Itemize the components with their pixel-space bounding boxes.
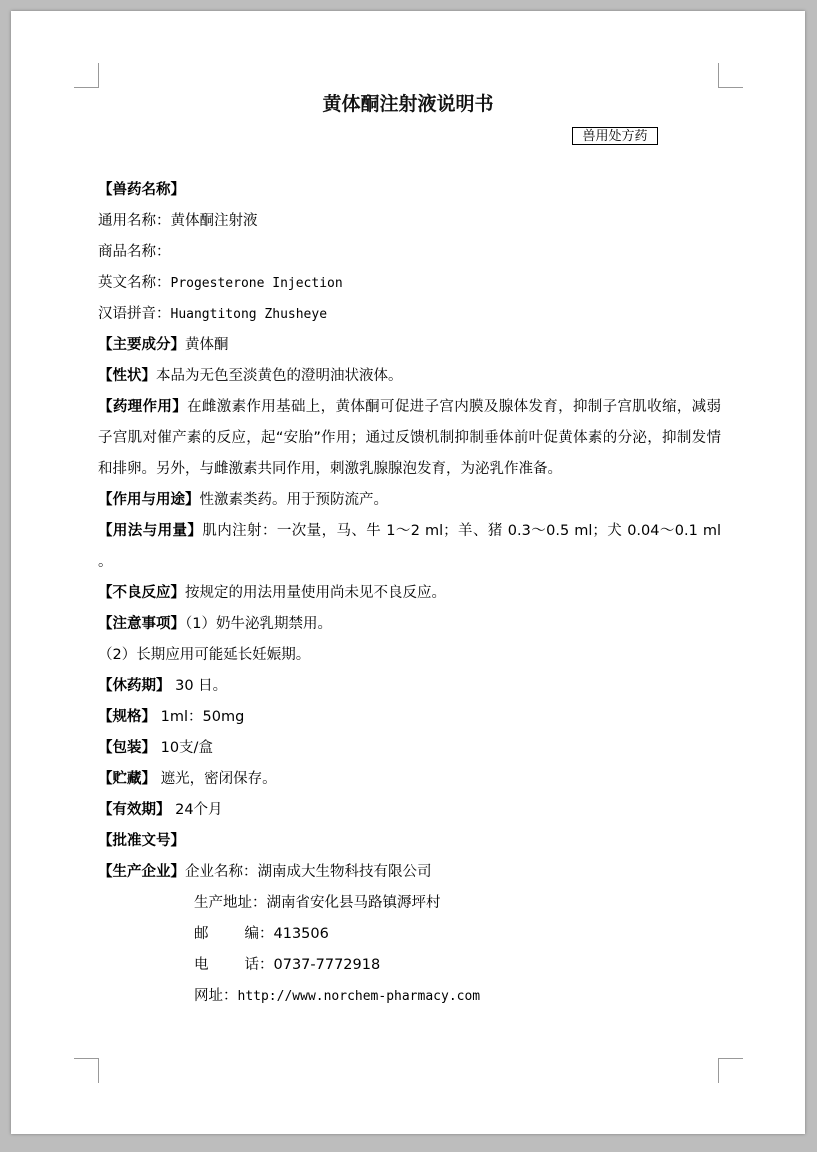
expiry-header: 【有效期】 (98, 802, 171, 818)
website (98, 981, 721, 1012)
caution-header: 【注意事项】 (98, 616, 185, 632)
approval-number-header: 【批准文号】 (98, 833, 185, 849)
property-text: 本品为无色至淡黄色的澄明油状液体。 (156, 368, 403, 384)
pinyin-name (98, 299, 721, 330)
phone-value: 0737-7772918 (273, 957, 381, 973)
english-name (98, 268, 721, 299)
trade-name: 商品名称： (98, 244, 171, 260)
ingredient-text: 黄体酮 (185, 337, 229, 353)
manufacturer (98, 857, 721, 888)
package (98, 733, 721, 764)
ingredient (98, 330, 721, 361)
spec-text: 1ml：50mg (156, 709, 245, 725)
ingredient-header: 【主要成分】 (98, 337, 185, 353)
pharmacology (98, 392, 721, 485)
usage-text: 性激素类药。用于预防流产。 (199, 492, 388, 508)
document-title: 黄体酮注射液说明书 (322, 93, 494, 115)
pinyin-label: 汉语拼音： (98, 306, 171, 322)
document-page (11, 11, 805, 1134)
postcode-label-a: 邮 (194, 926, 209, 942)
phone-label-a: 电 (194, 957, 209, 973)
storage-header: 【贮藏】 (98, 771, 156, 787)
withdrawal (98, 671, 721, 702)
prescription-badge: 兽用处方药 (572, 127, 658, 145)
adverse-header: 【不良反应】 (98, 585, 185, 601)
caution (98, 609, 721, 640)
dosage-text: 肌内注射：一次量，马、牛 1～2 ml；羊、猪 0.3～0.5 ml；犬 0.04～0.1 ml 。 (98, 523, 722, 570)
withdrawal-text: 30 日。 (170, 678, 228, 694)
crop-mark-bottom-left (74, 1058, 99, 1083)
dosage (98, 516, 721, 578)
postcode-value: 413506 (273, 926, 329, 942)
phone-label-b: 话： (244, 957, 274, 973)
crop-mark-bottom-right (718, 1058, 743, 1083)
specification (98, 702, 721, 733)
website-value[interactable]: http://www.norchem-pharmacy.com (237, 989, 481, 1004)
manufacturer-header: 【生产企业】 (98, 864, 185, 880)
storage-text: 遮光，密闭保存。 (156, 771, 277, 787)
postcode-label-b: 编： (244, 926, 274, 942)
website-label: 网址： (194, 988, 238, 1004)
drug-name-header: 【兽药名称】 (98, 182, 185, 198)
adverse-reaction (98, 578, 721, 609)
generic-name: 通用名称：黄体酮注射液 (98, 213, 258, 229)
spec-header: 【规格】 (98, 709, 156, 725)
pharmacology-header: 【药理作用】 (98, 399, 188, 415)
english-name-label: 英文名称： (98, 275, 171, 291)
usage-header: 【作用与用途】 (98, 492, 200, 508)
expiry-text: 24个月 (170, 802, 223, 818)
phone (98, 950, 721, 981)
dosage-header: 【用法与用量】 (98, 523, 203, 539)
caution-item-1: （1）奶牛泌乳期禁用。 (185, 616, 332, 632)
manufacturer-address: 生产地址：湖南省安化县马路镇溽坪村 (194, 895, 441, 911)
english-name-value: Progesterone Injection (170, 276, 343, 291)
crop-mark-top-left (74, 63, 99, 88)
property-header: 【性状】 (98, 368, 156, 384)
package-text: 10支/盒 (156, 740, 213, 756)
manufacturer-name: 企业名称：湖南成大生物科技有限公司 (185, 864, 432, 880)
pharmacology-text: 在雌激素作用基础上，黄体酮可促进子宫内膜及腺体发育，抑制子宫肌收缩，减弱子宫肌对催产素的反应，起“安胎”作用；通过反馈机制抑制垂体前叶促黄体素的分泌，抑制发情和排卵。另外，与雌激素共同作用，刺激乳腺腺泡发育，为泌乳作准备。 (98, 399, 722, 477)
usage (98, 485, 721, 516)
pinyin-value: Huangtitong Zhusheye (170, 307, 328, 322)
property (98, 361, 721, 392)
caution-item-2: （2）长期应用可能延长妊娠期。 (98, 647, 311, 663)
package-header: 【包装】 (98, 740, 156, 756)
storage (98, 764, 721, 795)
document-body (98, 175, 721, 1012)
adverse-text: 按规定的用法用量使用尚未见不良反应。 (185, 585, 446, 601)
crop-mark-top-right (718, 63, 743, 88)
postcode (98, 919, 721, 950)
expiry (98, 795, 721, 826)
withdrawal-header: 【休药期】 (98, 678, 171, 694)
